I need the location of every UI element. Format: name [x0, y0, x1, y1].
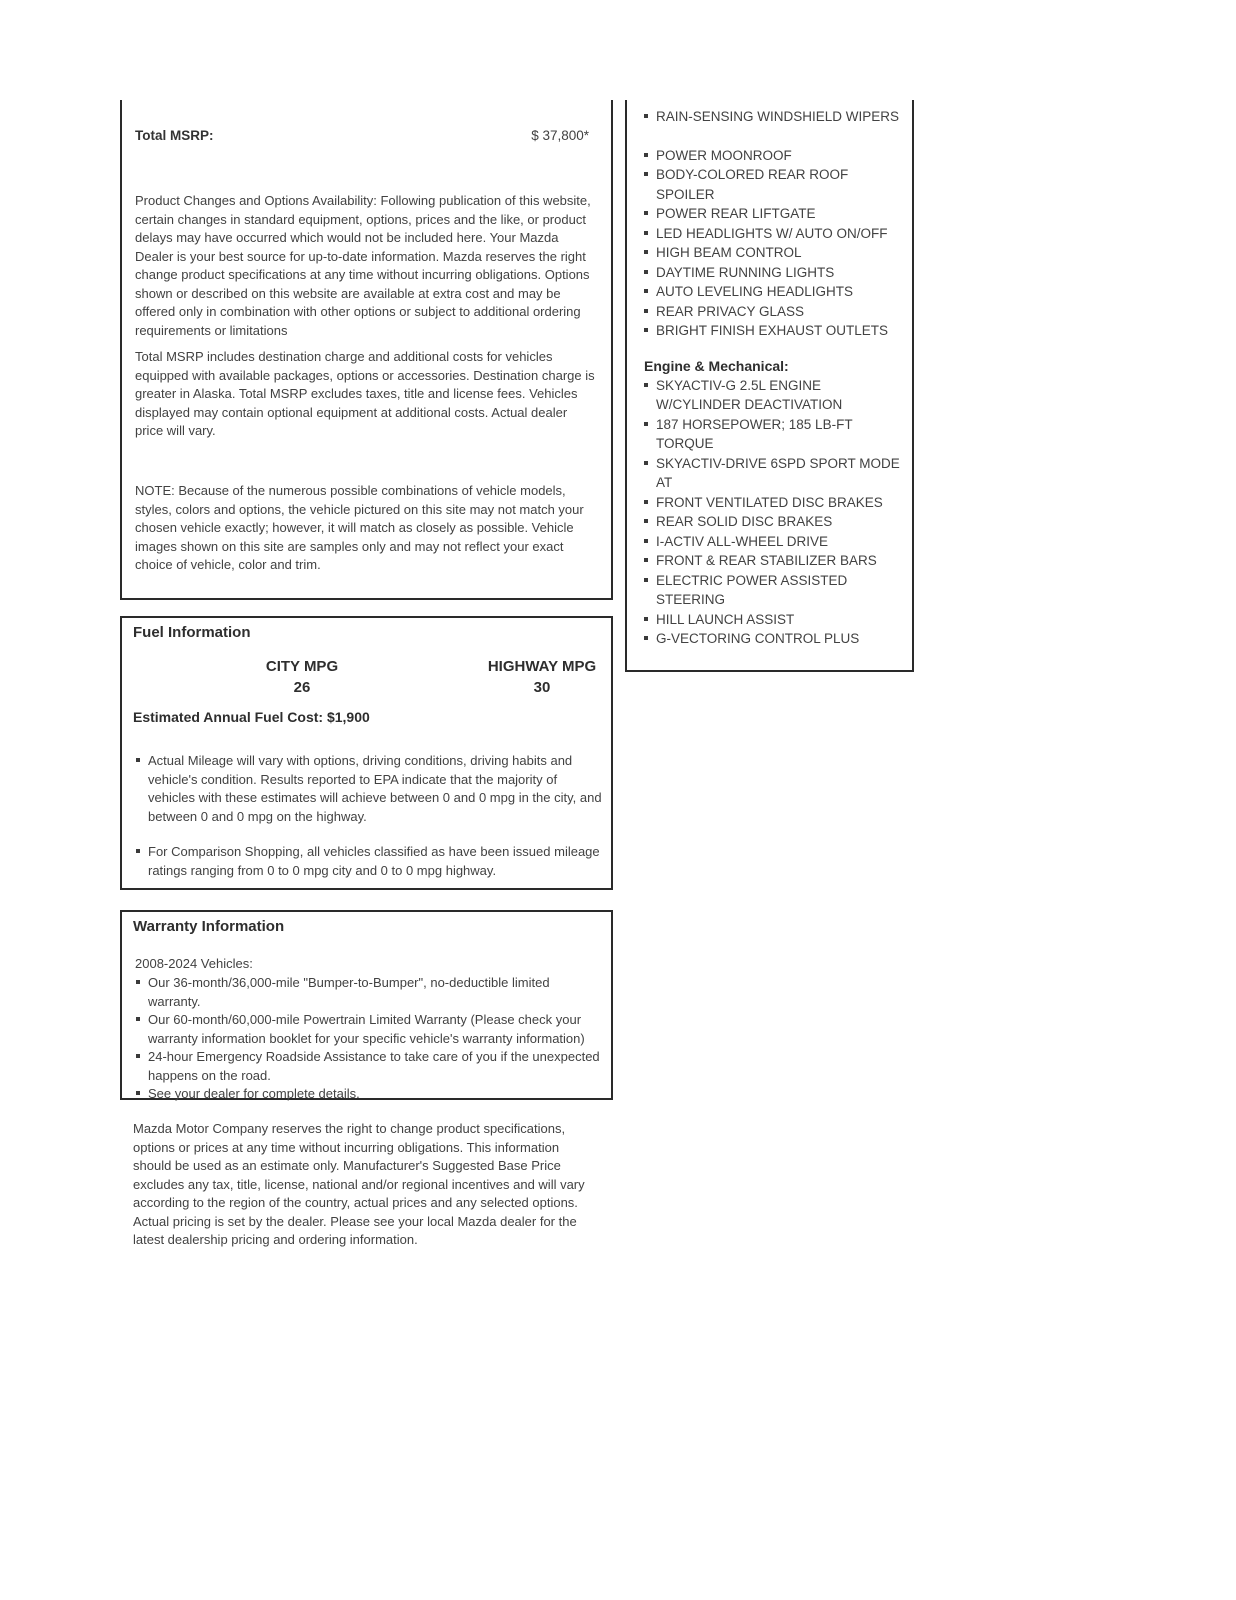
msrp-includes-paragraph: Total MSRP includes destination charge and additional costs for vehicles equipped with available packages, options or accessories. Destination charge is greater in Alaska. Total MSRP excludes taxes, title and license fees. Vehicles displayed may contain optional equipment at additional costs. Actual dealer price will vary.	[135, 349, 595, 438]
feature-item: DAYTIME RUNNING LIGHTS	[644, 263, 906, 283]
engine-mechanical-list	[627, 376, 912, 649]
engine-feature-item: 187 HORSEPOWER; 185 LB-FT TORQUE	[644, 415, 906, 454]
warranty-information-section	[120, 910, 613, 1100]
total-msrp-value: $ 37,800*	[531, 128, 589, 143]
engine-feature-item: FRONT VENTILATED DISC BRAKES	[644, 493, 906, 513]
feature-item: AUTO LEVELING HEADLIGHTS	[644, 282, 906, 302]
engine-feature-item: G-VECTORING CONTROL PLUS	[644, 629, 906, 649]
note-paragraph: NOTE: Because of the numerous possible combinations of vehicle models, styles, colors and options, the vehicle pictured on this site may not match your chosen vehicle exactly; however, it will match as closely as possible. Vehicle images shown on this site are samples only and may not reflect your exact choice of vehicle, color and trim.	[135, 483, 584, 572]
feature-item: POWER MOONROOF	[644, 146, 906, 166]
city-mpg-label: CITY MPG	[265, 658, 339, 675]
engine-feature-item: FRONT & REAR STABILIZER BARS	[644, 551, 906, 571]
warranty-item: See your dealer for complete details.	[135, 1085, 605, 1104]
feature-item: BODY-COLORED REAR ROOF SPOILER	[644, 165, 906, 204]
feature-item: RAIN-SENSING WINDSHIELD WIPERS	[644, 107, 906, 127]
city-mpg-value: 26	[293, 679, 311, 696]
total-msrp-row	[135, 127, 589, 145]
product-changes-paragraph: Product Changes and Options Availability: Following publication of this website, certain changes in standard equipment, options, prices and the like, or product delays may have occurred which would not be included here. Your Mazda Dealer is your best source for up-to-date information. Mazda reserves the right change product specifications at any time without incurring obligations. Options shown or described on this website are available at extra cost and may be offered only in combination with other options or subject to additional ordering requirements or limitations	[135, 193, 591, 338]
warranty-information-title: Warranty Information	[133, 918, 285, 935]
legal-disclaimer-paragraph: Mazda Motor Company reserves the right to change product specifications, options or prices at any time without incurring obligations. This information should be used as an estimate only. Manufacturer's Suggested Base Price excludes any tax, title, license, national and/or regional incentives and will vary according to the region of the country, actual prices and any selected options. Actual pricing is set by the dealer. Please see your local Mazda dealer for the latest dealership pricing and ordering information.	[133, 1121, 585, 1247]
feature-item: POWER REAR LIFTGATE	[644, 204, 906, 224]
estimated-annual-fuel-cost: Estimated Annual Fuel Cost: $1,900	[133, 709, 370, 725]
city-mpg-block	[237, 656, 367, 698]
feature-item: BRIGHT FINISH EXHAUST OUTLETS	[644, 321, 906, 341]
msrp-section	[120, 100, 613, 600]
warranty-item: 24-hour Emergency Roadside Assistance to take care of you if the unexpected happens on the road.	[135, 1048, 605, 1085]
highway-mpg-block	[477, 656, 607, 698]
warranty-item: Our 36-month/36,000-mile "Bumper-to-Bumper", no-deductible limited warranty.	[135, 974, 605, 1011]
warranty-vehicles-subtitle: 2008-2024 Vehicles:	[135, 956, 253, 971]
highway-mpg-label: HIGHWAY MPG	[487, 658, 597, 675]
fuel-information-section	[120, 616, 613, 890]
engine-feature-item: I-ACTIV ALL-WHEEL DRIVE	[644, 532, 906, 552]
fuel-disclaimer-item: For Comparison Shopping, all vehicles classified as have been issued mileage ratings ranging from 0 to 0 mpg city and 0 to 0 mpg highway.	[135, 843, 603, 880]
engine-feature-item: ELECTRIC POWER ASSISTED STEERING	[644, 571, 906, 610]
engine-feature-item: SKYACTIV-DRIVE 6SPD SPORT MODE AT	[644, 454, 906, 493]
highway-mpg-value: 30	[533, 679, 551, 696]
features-section	[625, 100, 914, 672]
feature-item: HIGH BEAM CONTROL	[644, 243, 906, 263]
engine-feature-item: SKYACTIV-G 2.5L ENGINE W/CYLINDER DEACTIVATION	[644, 376, 906, 415]
engine-mechanical-title: Engine & Mechanical:	[644, 357, 789, 374]
warranty-list	[135, 974, 605, 1104]
warranty-item: Our 60-month/60,000-mile Powertrain Limited Warranty (Please check your warranty information booklet for your specific vehicle's warranty information)	[135, 1011, 605, 1048]
total-msrp-label: Total MSRP:	[135, 128, 214, 143]
engine-feature-item: HILL LAUNCH ASSIST	[644, 610, 906, 630]
exterior-features-list	[627, 100, 912, 341]
fuel-disclaimer-list	[135, 752, 603, 880]
fuel-information-title: Fuel Information	[133, 624, 251, 641]
feature-item: REAR PRIVACY GLASS	[644, 302, 906, 322]
feature-item: LED HEADLIGHTS W/ AUTO ON/OFF	[644, 224, 906, 244]
engine-feature-item: REAR SOLID DISC BRAKES	[644, 512, 906, 532]
fuel-disclaimer-item: Actual Mileage will vary with options, driving conditions, driving habits and vehicle's condition. Results reported to EPA indicate that the majority of vehicles with these estimates will achieve between 0 and 0 mpg in the city, and between 0 and 0 mpg on the highway.	[135, 752, 603, 826]
